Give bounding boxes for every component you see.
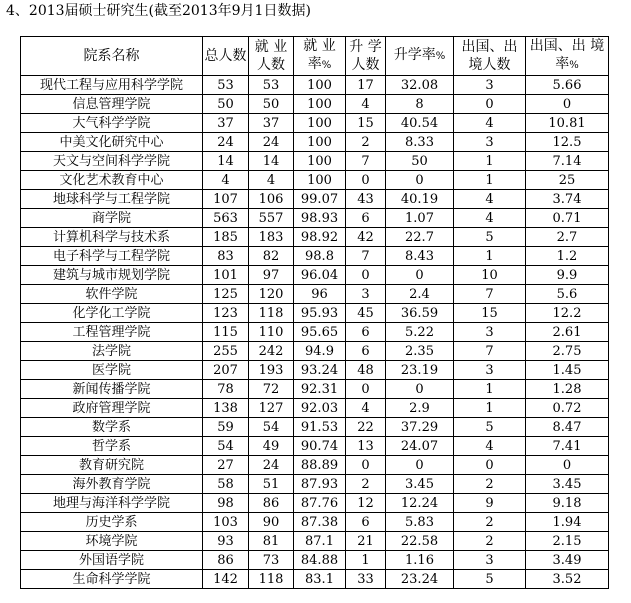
department-name-cell: 教育研究院 <box>21 456 203 475</box>
department-name-cell: 大气科学学院 <box>21 114 203 133</box>
value-cell: 5.66 <box>526 76 609 95</box>
value-cell: 0 <box>454 95 526 114</box>
value-cell: 6 <box>346 342 386 361</box>
table-row <box>21 285 609 304</box>
value-cell: 101 <box>203 266 249 285</box>
value-cell: 8.43 <box>386 247 454 266</box>
value-cell: 138 <box>203 399 249 418</box>
value-cell: 5 <box>454 418 526 437</box>
table-row <box>21 266 609 285</box>
column-header-unit: % <box>321 60 332 71</box>
value-cell: 183 <box>249 228 294 247</box>
value-cell: 7.14 <box>526 152 609 171</box>
value-cell: 96.04 <box>294 266 346 285</box>
value-cell: 2.4 <box>386 285 454 304</box>
value-cell: 93 <box>203 532 249 551</box>
value-cell: 42 <box>346 228 386 247</box>
value-cell: 7 <box>346 247 386 266</box>
value-cell: 100 <box>294 152 346 171</box>
value-cell: 21 <box>346 532 386 551</box>
value-cell: 1.94 <box>526 513 609 532</box>
value-cell: 59 <box>203 418 249 437</box>
value-cell: 84.88 <box>294 551 346 570</box>
table-row <box>21 342 609 361</box>
department-name-cell: 地理与海洋科学学院 <box>21 494 203 513</box>
value-cell: 3.74 <box>526 190 609 209</box>
department-name-cell: 文化艺术教育中心 <box>21 171 203 190</box>
table-row <box>21 532 609 551</box>
value-cell: 78 <box>203 380 249 399</box>
value-cell: 2.61 <box>526 323 609 342</box>
department-name-cell: 历史学系 <box>21 513 203 532</box>
column-header <box>346 37 386 76</box>
value-cell: 1 <box>454 171 526 190</box>
value-cell: 0 <box>386 266 454 285</box>
value-cell: 95.65 <box>294 323 346 342</box>
value-cell: 0 <box>526 95 609 114</box>
value-cell: 92.03 <box>294 399 346 418</box>
value-cell: 86 <box>203 551 249 570</box>
value-cell: 14 <box>203 152 249 171</box>
table-row <box>21 570 609 589</box>
value-cell: 96 <box>294 285 346 304</box>
value-cell: 6 <box>346 209 386 228</box>
value-cell: 22 <box>346 418 386 437</box>
value-cell: 3.45 <box>386 475 454 494</box>
value-cell: 100 <box>294 114 346 133</box>
column-header-label: 就 业 人数 <box>254 39 288 73</box>
value-cell: 5 <box>454 228 526 247</box>
value-cell: 37 <box>249 114 294 133</box>
value-cell: 4 <box>454 114 526 133</box>
value-cell: 207 <box>203 361 249 380</box>
value-cell: 48 <box>346 361 386 380</box>
value-cell: 100 <box>294 171 346 190</box>
value-cell: 120 <box>249 285 294 304</box>
value-cell: 50 <box>249 95 294 114</box>
value-cell: 7.41 <box>526 437 609 456</box>
column-header-unit: % <box>569 60 579 71</box>
value-cell: 14 <box>249 152 294 171</box>
value-cell: 2 <box>346 133 386 152</box>
value-cell: 17 <box>346 76 386 95</box>
value-cell: 100 <box>294 95 346 114</box>
value-cell: 118 <box>249 304 294 323</box>
value-cell: 83 <box>203 247 249 266</box>
value-cell: 7 <box>454 342 526 361</box>
value-cell: 0.72 <box>526 399 609 418</box>
value-cell: 82 <box>249 247 294 266</box>
value-cell: 43 <box>346 190 386 209</box>
table-row <box>21 114 609 133</box>
value-cell: 5.6 <box>526 285 609 304</box>
column-header-label: 院系名称 <box>83 48 140 64</box>
value-cell: 0 <box>346 380 386 399</box>
column-header-label: 总人数 <box>204 48 247 64</box>
value-cell: 37.29 <box>386 418 454 437</box>
value-cell: 40.19 <box>386 190 454 209</box>
value-cell: 45 <box>346 304 386 323</box>
value-cell: 2 <box>346 475 386 494</box>
value-cell: 87.76 <box>294 494 346 513</box>
value-cell: 51 <box>249 475 294 494</box>
value-cell: 110 <box>249 323 294 342</box>
value-cell: 98.92 <box>294 228 346 247</box>
value-cell: 1.16 <box>386 551 454 570</box>
value-cell: 127 <box>249 399 294 418</box>
value-cell: 83.1 <box>294 570 346 589</box>
value-cell: 12.24 <box>386 494 454 513</box>
value-cell: 37 <box>203 114 249 133</box>
value-cell: 87.1 <box>294 532 346 551</box>
table-row <box>21 304 609 323</box>
department-name-cell: 软件学院 <box>21 285 203 304</box>
value-cell: 563 <box>203 209 249 228</box>
table-row <box>21 380 609 399</box>
table-row <box>21 133 609 152</box>
value-cell: 2.7 <box>526 228 609 247</box>
value-cell: 24 <box>203 133 249 152</box>
table-row <box>21 513 609 532</box>
value-cell: 3.45 <box>526 475 609 494</box>
table-body <box>21 76 609 589</box>
table-row <box>21 361 609 380</box>
value-cell: 3 <box>454 133 526 152</box>
value-cell: 12.2 <box>526 304 609 323</box>
column-header-label: 升学率 <box>393 47 436 63</box>
table-row <box>21 456 609 475</box>
department-name-cell: 信息管理学院 <box>21 95 203 114</box>
value-cell: 72 <box>249 380 294 399</box>
column-header-label: 出国、出 境人数 <box>461 39 518 73</box>
value-cell: 123 <box>203 304 249 323</box>
department-name-cell: 医学院 <box>21 361 203 380</box>
value-cell: 87.38 <box>294 513 346 532</box>
value-cell: 118 <box>249 570 294 589</box>
value-cell: 40.54 <box>386 114 454 133</box>
table-row <box>21 152 609 171</box>
department-name-cell: 建筑与城市规划学院 <box>21 266 203 285</box>
value-cell: 5.83 <box>386 513 454 532</box>
department-name-cell: 现代工程与应用科学学院 <box>21 76 203 95</box>
value-cell: 4 <box>454 437 526 456</box>
value-cell: 0 <box>526 456 609 475</box>
value-cell: 92.31 <box>294 380 346 399</box>
column-header-label: 出国、出 境率 <box>529 38 605 72</box>
value-cell: 242 <box>249 342 294 361</box>
table-row <box>21 494 609 513</box>
value-cell: 53 <box>249 76 294 95</box>
value-cell: 185 <box>203 228 249 247</box>
value-cell: 36.59 <box>386 304 454 323</box>
value-cell: 9.9 <box>526 266 609 285</box>
value-cell: 33 <box>346 570 386 589</box>
value-cell: 24.07 <box>386 437 454 456</box>
value-cell: 87.93 <box>294 475 346 494</box>
value-cell: 0 <box>454 456 526 475</box>
value-cell: 90 <box>249 513 294 532</box>
value-cell: 6 <box>346 323 386 342</box>
page-title: 4、2013届硕士研究生(截至2013年9月1日数据) <box>6 3 311 19</box>
table-row <box>21 95 609 114</box>
value-cell: 5.22 <box>386 323 454 342</box>
value-cell: 125 <box>203 285 249 304</box>
value-cell: 1.45 <box>526 361 609 380</box>
column-header-unit: % <box>435 51 446 62</box>
value-cell: 49 <box>249 437 294 456</box>
value-cell: 1 <box>454 399 526 418</box>
department-name-cell: 法学院 <box>21 342 203 361</box>
value-cell: 0 <box>386 171 454 190</box>
value-cell: 9 <box>454 494 526 513</box>
value-cell: 93.24 <box>294 361 346 380</box>
value-cell: 23.19 <box>386 361 454 380</box>
value-cell: 0 <box>386 456 454 475</box>
value-cell: 8 <box>386 95 454 114</box>
column-header <box>526 37 609 76</box>
value-cell: 1 <box>454 380 526 399</box>
value-cell: 54 <box>249 418 294 437</box>
column-header <box>249 37 294 76</box>
table-row <box>21 209 609 228</box>
department-name-cell: 海外教育学院 <box>21 475 203 494</box>
value-cell: 5 <box>454 570 526 589</box>
value-cell: 25 <box>526 171 609 190</box>
department-name-cell: 天文与空间科学学院 <box>21 152 203 171</box>
value-cell: 3 <box>454 76 526 95</box>
column-header <box>386 37 454 76</box>
value-cell: 1.2 <box>526 247 609 266</box>
value-cell: 88.89 <box>294 456 346 475</box>
value-cell: 23.24 <box>386 570 454 589</box>
department-name-cell: 生命科学学院 <box>21 570 203 589</box>
value-cell: 2.75 <box>526 342 609 361</box>
table-row <box>21 399 609 418</box>
column-header <box>454 37 526 76</box>
value-cell: 1.28 <box>526 380 609 399</box>
department-name-cell: 环境学院 <box>21 532 203 551</box>
department-name-cell: 外国语学院 <box>21 551 203 570</box>
value-cell: 3 <box>454 361 526 380</box>
value-cell: 3.49 <box>526 551 609 570</box>
value-cell: 50 <box>386 152 454 171</box>
table-row <box>21 190 609 209</box>
column-header-label: 就 业 率 <box>303 38 336 72</box>
column-header <box>294 37 346 76</box>
value-cell: 24 <box>249 456 294 475</box>
value-cell: 4 <box>454 209 526 228</box>
value-cell: 2.35 <box>386 342 454 361</box>
value-cell: 32.08 <box>386 76 454 95</box>
value-cell: 13 <box>346 437 386 456</box>
department-name-cell: 商学院 <box>21 209 203 228</box>
value-cell: 12 <box>346 494 386 513</box>
value-cell: 24 <box>249 133 294 152</box>
value-cell: 97 <box>249 266 294 285</box>
value-cell: 0 <box>346 171 386 190</box>
value-cell: 100 <box>294 76 346 95</box>
value-cell: 90.74 <box>294 437 346 456</box>
table-row <box>21 171 609 190</box>
department-name-cell: 新闻传播学院 <box>21 380 203 399</box>
department-name-cell: 中美文化研究中心 <box>21 133 203 152</box>
department-name-cell: 哲学系 <box>21 437 203 456</box>
table-row <box>21 418 609 437</box>
value-cell: 98.93 <box>294 209 346 228</box>
column-header <box>21 37 203 76</box>
value-cell: 6 <box>346 513 386 532</box>
value-cell: 15 <box>454 304 526 323</box>
value-cell: 1 <box>454 152 526 171</box>
value-cell: 73 <box>249 551 294 570</box>
value-cell: 2.15 <box>526 532 609 551</box>
employment-table <box>20 36 609 589</box>
value-cell: 95.93 <box>294 304 346 323</box>
table-row <box>21 475 609 494</box>
department-name-cell: 政府管理学院 <box>21 399 203 418</box>
value-cell: 3 <box>454 551 526 570</box>
value-cell: 0 <box>346 456 386 475</box>
value-cell: 557 <box>249 209 294 228</box>
table-row <box>21 228 609 247</box>
value-cell: 255 <box>203 342 249 361</box>
department-name-cell: 电子科学与工程学院 <box>21 247 203 266</box>
value-cell: 2 <box>454 532 526 551</box>
table-row <box>21 551 609 570</box>
value-cell: 4 <box>346 95 386 114</box>
value-cell: 81 <box>249 532 294 551</box>
value-cell: 100 <box>294 133 346 152</box>
value-cell: 7 <box>346 152 386 171</box>
value-cell: 115 <box>203 323 249 342</box>
header-row <box>21 37 609 76</box>
value-cell: 103 <box>203 513 249 532</box>
value-cell: 10.81 <box>526 114 609 133</box>
value-cell: 10 <box>454 266 526 285</box>
value-cell: 15 <box>346 114 386 133</box>
value-cell: 54 <box>203 437 249 456</box>
value-cell: 2 <box>454 513 526 532</box>
value-cell: 4 <box>346 399 386 418</box>
column-header-label: 升 学 人数 <box>349 39 382 73</box>
value-cell: 1.07 <box>386 209 454 228</box>
value-cell: 142 <box>203 570 249 589</box>
value-cell: 98 <box>203 494 249 513</box>
value-cell: 94.9 <box>294 342 346 361</box>
value-cell: 4 <box>203 171 249 190</box>
value-cell: 4 <box>249 171 294 190</box>
value-cell: 4 <box>454 190 526 209</box>
value-cell: 22.58 <box>386 532 454 551</box>
value-cell: 0 <box>346 266 386 285</box>
value-cell: 8.47 <box>526 418 609 437</box>
value-cell: 9.18 <box>526 494 609 513</box>
department-name-cell: 计算机科学与技术系 <box>21 228 203 247</box>
value-cell: 99.07 <box>294 190 346 209</box>
value-cell: 22.7 <box>386 228 454 247</box>
value-cell: 27 <box>203 456 249 475</box>
value-cell: 0 <box>386 380 454 399</box>
value-cell: 1 <box>346 551 386 570</box>
column-header <box>203 37 249 76</box>
value-cell: 86 <box>249 494 294 513</box>
value-cell: 7 <box>454 285 526 304</box>
value-cell: 98.8 <box>294 247 346 266</box>
value-cell: 107 <box>203 190 249 209</box>
value-cell: 58 <box>203 475 249 494</box>
department-name-cell: 地球科学与工程学院 <box>21 190 203 209</box>
value-cell: 50 <box>203 95 249 114</box>
value-cell: 2 <box>454 475 526 494</box>
department-name-cell: 化学化工学院 <box>21 304 203 323</box>
value-cell: 0.71 <box>526 209 609 228</box>
value-cell: 12.5 <box>526 133 609 152</box>
value-cell: 3 <box>454 323 526 342</box>
value-cell: 8.33 <box>386 133 454 152</box>
table-header <box>21 37 609 76</box>
department-name-cell: 数学系 <box>21 418 203 437</box>
value-cell: 53 <box>203 76 249 95</box>
value-cell: 106 <box>249 190 294 209</box>
department-name-cell: 工程管理学院 <box>21 323 203 342</box>
value-cell: 193 <box>249 361 294 380</box>
table-row <box>21 323 609 342</box>
value-cell: 2.9 <box>386 399 454 418</box>
table-row <box>21 437 609 456</box>
value-cell: 3.52 <box>526 570 609 589</box>
value-cell: 91.53 <box>294 418 346 437</box>
value-cell: 1 <box>454 247 526 266</box>
value-cell: 3 <box>346 285 386 304</box>
table-row <box>21 247 609 266</box>
table-row <box>21 76 609 95</box>
